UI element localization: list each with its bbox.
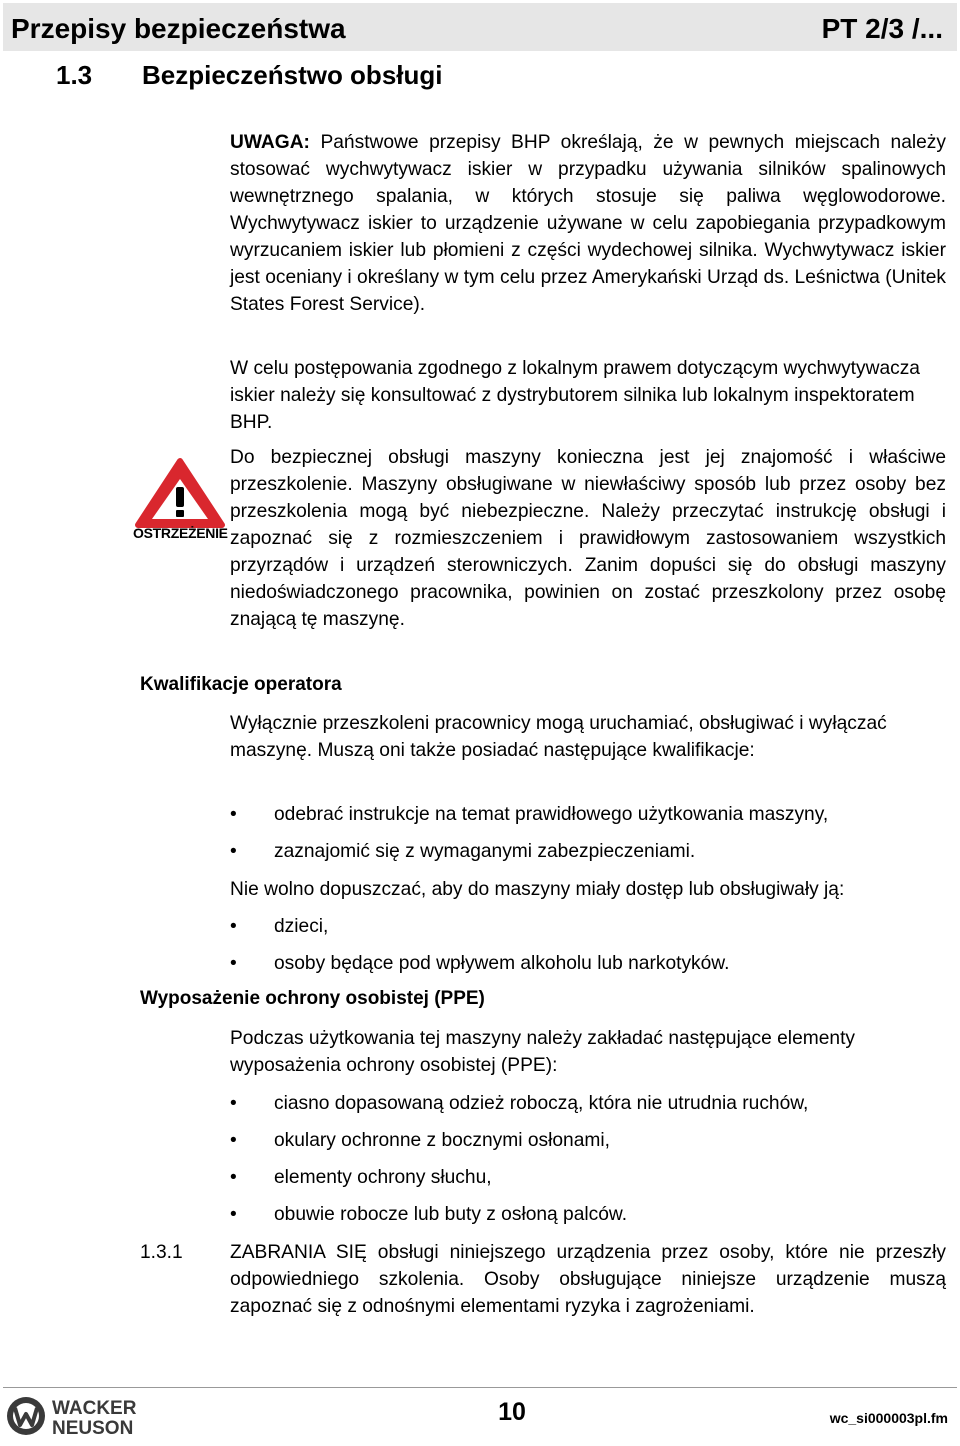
bullet-icon: •: [230, 1204, 237, 1225]
logo-text-bottom: NEUSON: [52, 1418, 134, 1438]
document-code: PT 2/3 /...: [821, 13, 943, 44]
section-heading: [56, 60, 443, 91]
file-reference: wc_si000003pl.fm: [829, 1410, 948, 1426]
bullet-icon: •: [230, 1167, 237, 1188]
subsection-paragraph: ZABRANIA SIĘ obsługi niniejszego urządzenia przez osoby, które nie przeszły odpowiedniego szkolenia. Osoby obsługujące niniejsze urządzenie muszą zapoznać się z odnośnymi elementami ryzyka i zagrożeniami.: [230, 1242, 946, 1317]
list-item: • osoby będące pod wpływem alkoholu lub narkotyków.: [230, 950, 946, 987]
bullet-icon: •: [230, 1093, 237, 1114]
header-bar: [3, 3, 957, 51]
list-item: • odebrać instrukcje na temat prawidłowego użytkowania maszyny,: [230, 801, 946, 838]
notice-label: UWAGA:: [230, 132, 310, 153]
ppe-list: [230, 1090, 946, 1238]
bullet-icon: •: [230, 804, 237, 825]
ppe-intro: Podczas użytkowania tej maszyny należy zakładać następujące elementy wyposażenia ochrony osobistej (PPE):: [230, 1028, 855, 1076]
section-title: Bezpieczeństwo obsługi: [142, 60, 443, 90]
list-item: • elementy ochrony słuchu,: [230, 1164, 946, 1201]
bullet-icon: •: [230, 916, 237, 937]
list-item: • zaznajomić się z wymaganymi zabezpieczeniami.: [230, 838, 946, 875]
list-item: • okulary ochronne z bocznymi osłonami,: [230, 1127, 946, 1164]
operator-heading: Kwalifikacje operatora: [140, 674, 342, 695]
warning-label: OSTRZEŻENIE: [133, 525, 228, 541]
list-item: • ciasno dopasowaną odzież roboczą, która nie utrudnia ruchów,: [230, 1090, 946, 1127]
list-item: • dzieci,: [230, 913, 946, 950]
list-item: • obuwie robocze lub buty z osłoną palców.: [230, 1201, 946, 1238]
section-number: 1.3: [56, 60, 93, 90]
notice-text: Państwowe przepisy BHP określają, że w pewnych miejscach należy stosować wychwytywacz iskier w przypadku używania silników spalinowych wewnętrznego spalania, w których stosuje się paliwa węglowodorowe. Wychwytywacz iskier to urządzenie używane w celu zapobiegania przypadkowym wyrzucaniem iskier lub płomieni z części wydechowej silnika. Wychwytywacz iskier jest oceniany i określany w tym celu przez Amerykański Urząd ds. Leśnictwa (Unitek States Forest Service).: [230, 132, 946, 315]
local-law-paragraph: W celu postępowania zgodnego z lokalnym prawem dotyczącym wychwytywacza iskier należy się konsultować z dystrybutorem silnika lub lokalnym inspektoratem BHP.: [230, 358, 920, 433]
bullet-icon: •: [230, 953, 237, 974]
page-number: 10: [498, 1398, 526, 1426]
warning-paragraph: Do bezpiecznej obsługi maszyny konieczna jest jej znajomość i właściwe przeszkolenie. Maszyny obsługiwane w niewłaściwy sposób lub przez osoby bez przeszkolenia mogą być niebezpieczne. Należy przeczytać instrukcję obsługi i zapoznać się z rozmieszczeniem i prawidłowym zastosowaniem wszystkich przyrządów i urządzeń sterowniczych. Zanim dopuści się do obsługi maszyny niedoświadczonego pracownika, powinien on zostać przeszkolony przez osobę znającą tę maszynę.: [230, 447, 946, 630]
footer-divider: [3, 1387, 957, 1388]
bullet-icon: •: [230, 841, 237, 862]
document-title: Przepisy bezpieczeństwa: [11, 13, 346, 44]
ppe-heading: Wyposażenie ochrony osobistej (PPE): [140, 988, 485, 1009]
restricted-persons-list: [230, 913, 946, 987]
restriction-text: Nie wolno dopuszczać, aby do maszyny miały dostęp lub obsługiwały ją:: [230, 879, 845, 900]
notice-paragraph: [230, 129, 946, 318]
bullet-icon: •: [230, 1130, 237, 1151]
logo-text-top: WACKER: [52, 1398, 137, 1419]
operator-qualifications-list: [230, 801, 946, 875]
subsection-number: 1.3.1: [140, 1242, 183, 1263]
operator-intro: Wyłącznie przeszkoleni pracownicy mogą uruchamiać, obsługiwać i wyłączać maszynę. Muszą oni także posiadać następujące kwalifikacje:: [230, 713, 887, 761]
